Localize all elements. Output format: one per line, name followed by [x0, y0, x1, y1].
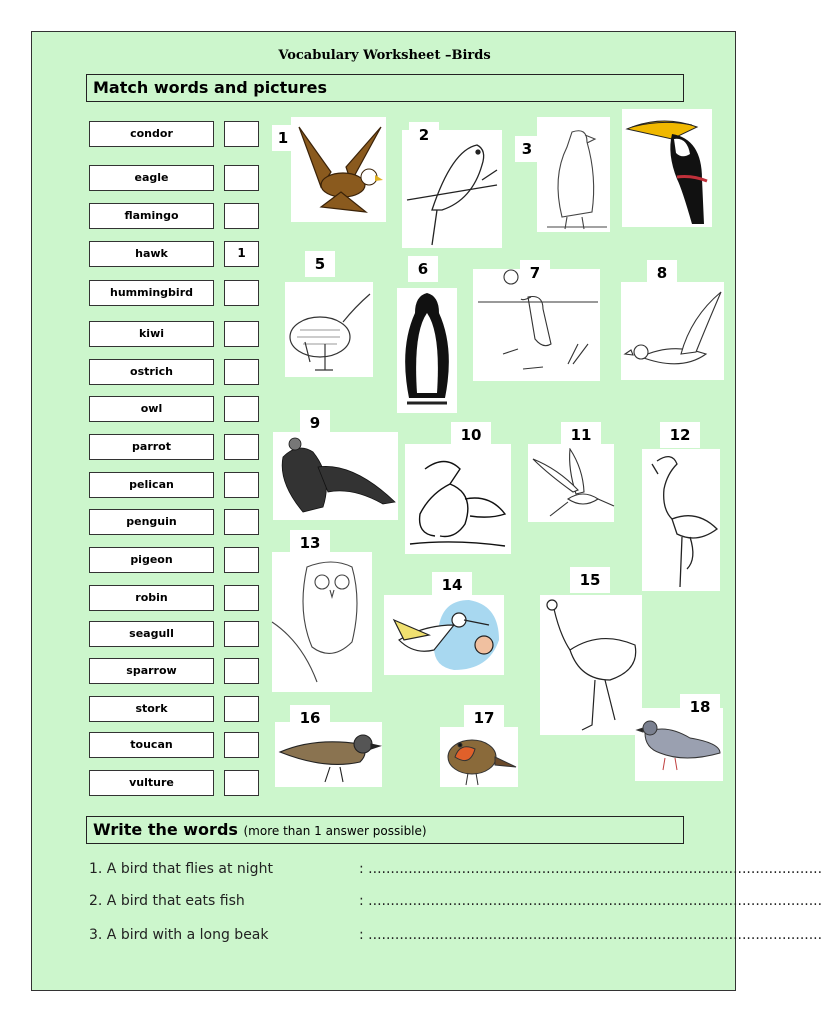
- pelican-picture: [405, 444, 511, 554]
- word-box: penguin: [89, 509, 214, 535]
- ostrich-picture: [540, 595, 642, 735]
- section-write-heading-text: Write the words: [93, 820, 238, 839]
- toucan-picture: [622, 109, 712, 227]
- answer-box[interactable]: [224, 203, 259, 229]
- picture-number: 3: [515, 136, 539, 162]
- picture-number: 7: [520, 260, 550, 286]
- worksheet-title: Vocabulary Worksheet –Birds: [278, 48, 491, 63]
- hawk-picture: [537, 117, 610, 232]
- kiwi-picture: [285, 282, 373, 377]
- word-box: toucan: [89, 732, 214, 758]
- word-box: condor: [89, 121, 214, 147]
- condor-picture: [273, 432, 398, 520]
- answer-box[interactable]: [224, 696, 259, 722]
- question-text: 2. A bird that eats fish: [89, 893, 245, 909]
- seagull-picture: [621, 282, 724, 380]
- picture-number: 2: [409, 122, 439, 148]
- answer-line[interactable]: : ......................................................................................................: [359, 893, 822, 909]
- answer-box[interactable]: [224, 280, 259, 306]
- word-box: robin: [89, 585, 214, 611]
- word-box: owl: [89, 396, 214, 422]
- eagle-picture: [291, 117, 386, 222]
- word-box: seagull: [89, 621, 214, 647]
- picture-number: 1: [272, 125, 294, 151]
- answer-box[interactable]: [224, 509, 259, 535]
- answer-box[interactable]: [224, 396, 259, 422]
- word-box: flamingo: [89, 203, 214, 229]
- answer-box[interactable]: [224, 585, 259, 611]
- picture-number: 18: [680, 694, 720, 720]
- word-box: pigeon: [89, 547, 214, 573]
- picture-number: 14: [432, 572, 472, 598]
- picture-number: 8: [647, 260, 677, 286]
- picture-number: 5: [305, 251, 335, 277]
- picture-number: 15: [570, 567, 610, 593]
- penguin-picture: [397, 288, 457, 413]
- word-box: kiwi: [89, 321, 214, 347]
- answer-box[interactable]: [224, 770, 259, 796]
- section-match-heading-text: Match words and pictures: [93, 78, 327, 97]
- section-write-heading: [86, 816, 684, 844]
- answer-box[interactable]: [224, 121, 259, 147]
- word-box: hawk: [89, 241, 214, 267]
- answer-box[interactable]: [224, 732, 259, 758]
- answer-box[interactable]: [224, 434, 259, 460]
- question-text: 3. A bird with a long beak: [89, 927, 269, 943]
- picture-number: 16: [290, 705, 330, 731]
- answer-box[interactable]: [224, 547, 259, 573]
- worksheet-page: [31, 31, 822, 991]
- answer-line[interactable]: : ......................................................................................................: [359, 861, 822, 877]
- answer-box[interactable]: [224, 359, 259, 385]
- answer-box[interactable]: 1: [224, 241, 259, 267]
- answer-line[interactable]: : ......................................................................................................: [359, 927, 822, 943]
- answer-box[interactable]: [224, 658, 259, 684]
- answer-box[interactable]: [224, 165, 259, 191]
- picture-number: 6: [408, 256, 438, 282]
- picture-number: 17: [464, 705, 504, 731]
- word-box: pelican: [89, 472, 214, 498]
- robin-picture: [440, 727, 518, 787]
- picture-number: 13: [290, 530, 330, 556]
- word-box: parrot: [89, 434, 214, 460]
- section-match-heading: [86, 74, 684, 102]
- section-write-note: (more than 1 answer possible): [243, 824, 427, 838]
- picture-number: 9: [300, 410, 330, 436]
- word-box: ostrich: [89, 359, 214, 385]
- question-text: 1. A bird that flies at night: [89, 861, 273, 877]
- word-box: stork: [89, 696, 214, 722]
- word-box: eagle: [89, 165, 214, 191]
- picture-number: 12: [660, 422, 700, 448]
- answer-box[interactable]: [224, 621, 259, 647]
- picture-number: 11: [561, 422, 601, 448]
- picture-number: 10: [451, 422, 491, 448]
- answer-box[interactable]: [224, 321, 259, 347]
- owl-picture: [272, 552, 372, 692]
- hummingbird-picture: [528, 444, 614, 522]
- answer-box[interactable]: [224, 472, 259, 498]
- sparrow-picture: [275, 722, 382, 787]
- word-box: hummingbird: [89, 280, 214, 306]
- word-box: vulture: [89, 770, 214, 796]
- flamingo-picture: [642, 449, 720, 591]
- stork-picture: [384, 595, 504, 675]
- word-box: sparrow: [89, 658, 214, 684]
